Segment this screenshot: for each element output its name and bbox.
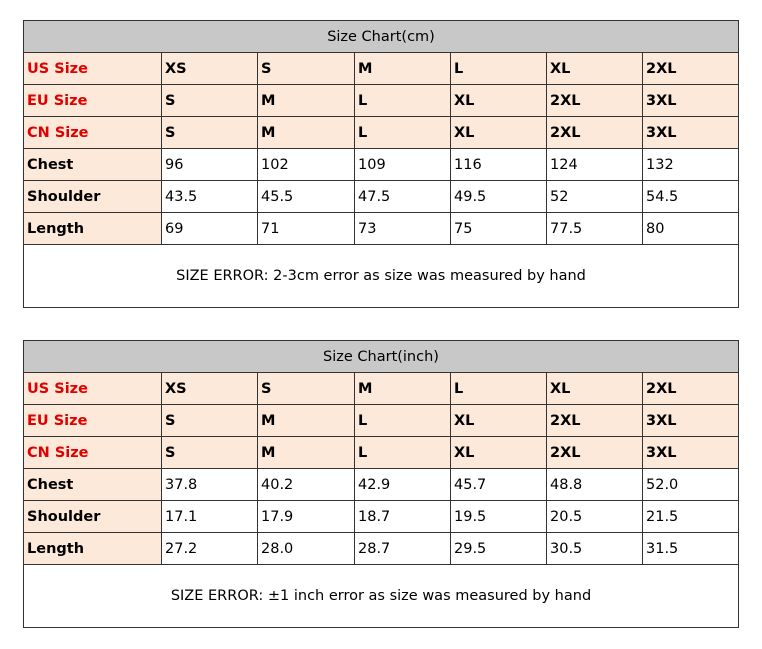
measurement-cell: 37.8 bbox=[162, 469, 258, 501]
size-cell: M bbox=[355, 373, 451, 405]
note-row bbox=[24, 565, 739, 628]
measurement-label: Length bbox=[24, 533, 162, 565]
size-cell: XL bbox=[451, 437, 547, 469]
measurement-label: Shoulder bbox=[24, 501, 162, 533]
size-cell: 3XL bbox=[643, 405, 739, 437]
size-cell: 2XL bbox=[547, 117, 643, 149]
measurement-cell: 17.1 bbox=[162, 501, 258, 533]
measurement-cell: 73 bbox=[355, 213, 451, 245]
size-cell: S bbox=[258, 373, 355, 405]
size-cell: 2XL bbox=[643, 373, 739, 405]
note-row bbox=[24, 245, 739, 308]
size-cell: L bbox=[355, 85, 451, 117]
size-cell: XS bbox=[162, 373, 258, 405]
measurement-cell: 28.0 bbox=[258, 533, 355, 565]
measurement-cell: 28.7 bbox=[355, 533, 451, 565]
measurement-cell: 124 bbox=[547, 149, 643, 181]
size-error-note: SIZE ERROR: 2-3cm error as size was measured by hand bbox=[24, 245, 739, 308]
size-cell: L bbox=[355, 437, 451, 469]
measurement-cell: 20.5 bbox=[547, 501, 643, 533]
size-row bbox=[24, 53, 739, 85]
measurement-cell: 21.5 bbox=[643, 501, 739, 533]
measurement-label: Shoulder bbox=[24, 181, 162, 213]
measurement-cell: 48.8 bbox=[547, 469, 643, 501]
size-row bbox=[24, 117, 739, 149]
measurement-cell: 96 bbox=[162, 149, 258, 181]
size-cell: S bbox=[162, 117, 258, 149]
measurement-cell: 17.9 bbox=[258, 501, 355, 533]
size-chart-cm-table bbox=[23, 20, 739, 308]
chart-title: Size Chart(cm) bbox=[24, 21, 739, 53]
size-cell: M bbox=[258, 405, 355, 437]
measurement-cell: 109 bbox=[355, 149, 451, 181]
size-cell: M bbox=[258, 437, 355, 469]
size-cell: 2XL bbox=[547, 85, 643, 117]
size-error-note: SIZE ERROR: ±1 inch error as size was measured by hand bbox=[24, 565, 739, 628]
measurement-cell: 75 bbox=[451, 213, 547, 245]
size-cell: S bbox=[162, 85, 258, 117]
measurement-cell: 42.9 bbox=[355, 469, 451, 501]
measurement-cell: 116 bbox=[451, 149, 547, 181]
measurement-label: Chest bbox=[24, 469, 162, 501]
measurement-cell: 45.7 bbox=[451, 469, 547, 501]
size-cell: L bbox=[355, 117, 451, 149]
measurement-cell: 43.5 bbox=[162, 181, 258, 213]
measurement-cell: 31.5 bbox=[643, 533, 739, 565]
size-cell: M bbox=[258, 117, 355, 149]
size-cell: M bbox=[258, 85, 355, 117]
measurement-label: Length bbox=[24, 213, 162, 245]
size-label: EU Size bbox=[24, 405, 162, 437]
measurement-row bbox=[24, 149, 739, 181]
measurement-cell: 54.5 bbox=[643, 181, 739, 213]
size-cell: M bbox=[355, 53, 451, 85]
size-label: CN Size bbox=[24, 437, 162, 469]
measurement-row bbox=[24, 533, 739, 565]
measurement-cell: 71 bbox=[258, 213, 355, 245]
size-cell: XL bbox=[547, 373, 643, 405]
size-cell: L bbox=[355, 405, 451, 437]
measurement-cell: 52.0 bbox=[643, 469, 739, 501]
size-row bbox=[24, 85, 739, 117]
measurement-cell: 45.5 bbox=[258, 181, 355, 213]
size-label: CN Size bbox=[24, 117, 162, 149]
measurement-row bbox=[24, 181, 739, 213]
size-cell: 3XL bbox=[643, 437, 739, 469]
measurement-cell: 19.5 bbox=[451, 501, 547, 533]
measurement-cell: 80 bbox=[643, 213, 739, 245]
measurement-cell: 102 bbox=[258, 149, 355, 181]
size-cell: S bbox=[162, 405, 258, 437]
title-row bbox=[24, 341, 739, 373]
size-cell: 2XL bbox=[547, 405, 643, 437]
measurement-cell: 69 bbox=[162, 213, 258, 245]
size-cell: S bbox=[162, 437, 258, 469]
size-cell: S bbox=[258, 53, 355, 85]
measurement-row bbox=[24, 501, 739, 533]
size-cell: XL bbox=[451, 85, 547, 117]
size-label: US Size bbox=[24, 53, 162, 85]
measurement-cell: 77.5 bbox=[547, 213, 643, 245]
size-cell: XL bbox=[547, 53, 643, 85]
size-label: EU Size bbox=[24, 85, 162, 117]
chart-title: Size Chart(inch) bbox=[24, 341, 739, 373]
size-cell: L bbox=[451, 53, 547, 85]
measurement-cell: 18.7 bbox=[355, 501, 451, 533]
measurement-cell: 47.5 bbox=[355, 181, 451, 213]
measurement-cell: 27.2 bbox=[162, 533, 258, 565]
size-cell: 2XL bbox=[547, 437, 643, 469]
size-row bbox=[24, 405, 739, 437]
measurement-cell: 40.2 bbox=[258, 469, 355, 501]
title-row bbox=[24, 21, 739, 53]
measurement-cell: 29.5 bbox=[451, 533, 547, 565]
measurement-cell: 49.5 bbox=[451, 181, 547, 213]
measurement-cell: 52 bbox=[547, 181, 643, 213]
size-cell: 3XL bbox=[643, 85, 739, 117]
size-row bbox=[24, 437, 739, 469]
size-cell: XS bbox=[162, 53, 258, 85]
measurement-row bbox=[24, 213, 739, 245]
size-cell: L bbox=[451, 373, 547, 405]
size-cell: XL bbox=[451, 117, 547, 149]
size-label: US Size bbox=[24, 373, 162, 405]
size-row bbox=[24, 373, 739, 405]
measurement-cell: 132 bbox=[643, 149, 739, 181]
measurement-row bbox=[24, 469, 739, 501]
measurement-cell: 30.5 bbox=[547, 533, 643, 565]
size-chart-inch-table bbox=[23, 340, 739, 628]
measurement-label: Chest bbox=[24, 149, 162, 181]
size-cell: XL bbox=[451, 405, 547, 437]
size-cell: 3XL bbox=[643, 117, 739, 149]
size-cell: 2XL bbox=[643, 53, 739, 85]
